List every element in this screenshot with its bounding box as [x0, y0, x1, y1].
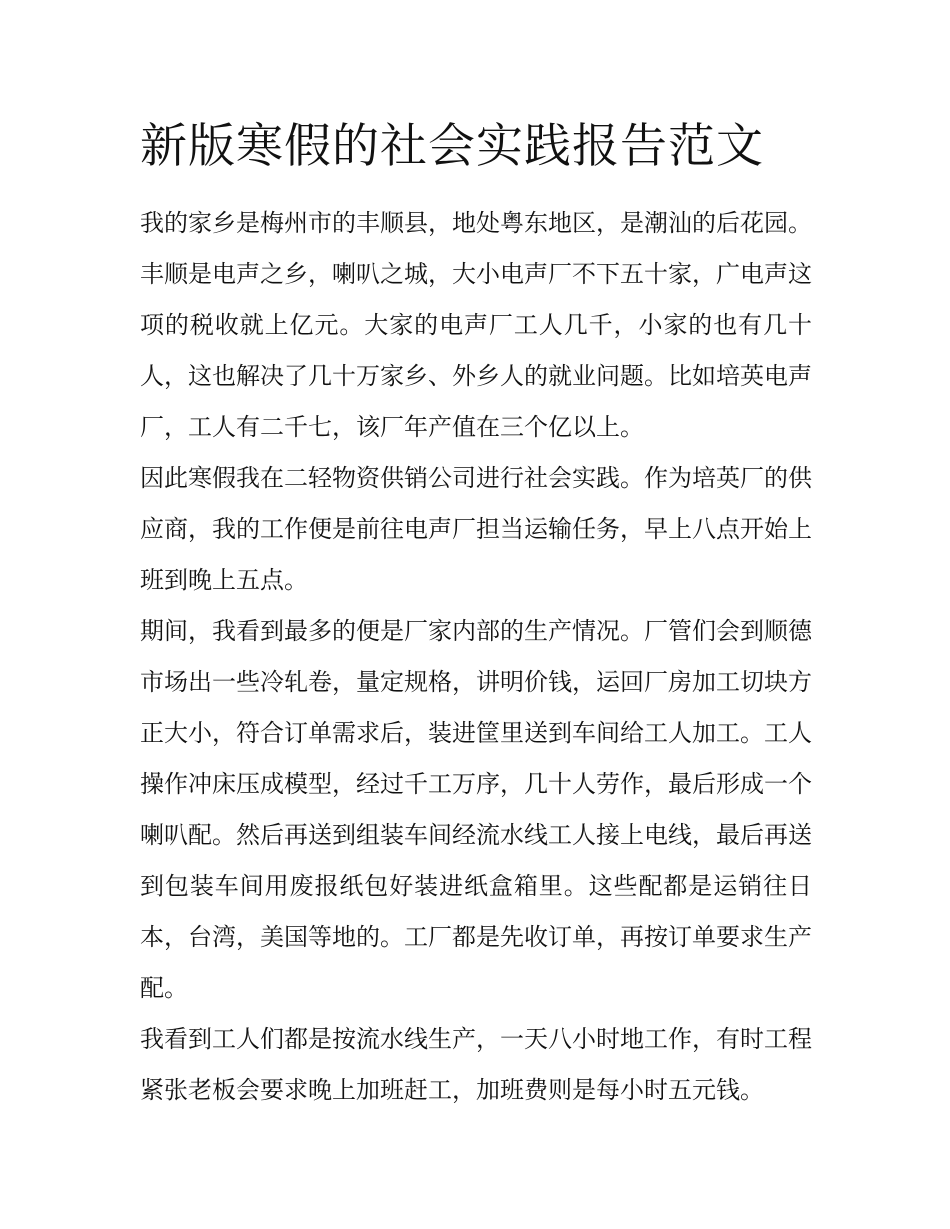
paragraph-2: 因此寒假我在二轻物资供销公司进行社会实践。作为培英厂的供应商，我的工作便是前往电声厂担当运输任务，早上八点开始上班到晚上五点。: [140, 464, 812, 594]
paragraph-4: 我看到工人们都是按流水线生产，一天八小时地工作，有时工程紧张老板会要求晚上加班赶工，加班费则是每小时五元钱。: [140, 1025, 812, 1104]
document-body: [140, 198, 812, 1116]
paragraph-3: 期间，我看到最多的便是厂家内部的生产情况。厂管们会到顺德市场出一些冷轧卷，量定规格，讲明价钱，运回厂房加工切块方正大小，符合订单需求后，装进筐里送到车间给工人加工。工人操作冲床压成模型，经过千工万序，几十人劳作，最后形成一个喇叭配。然后再送到组装车间经流水线工人接上电线，最后再送到包装车间用废报纸包好装进纸盒箱里。这些配都是运销往日本，台湾，美国等地的。工厂都是先收订单，再按订单要求生产配。: [140, 617, 812, 1002]
paragraph-1: 我的家乡是梅州市的丰顺县，地处粤东地区，是潮汕的后花园。丰顺是电声之乡，喇叭之城，大小电声厂不下五十家，广电声这项的税收就上亿元。大家的电声厂工人几千，小家的也有几十人，这也解决了几十万家乡、外乡人的就业问题。比如培英电声厂，工人有二千七，该厂年产值在三个亿以上。: [140, 209, 812, 441]
document-title: 新版寒假的社会实践报告范文: [140, 119, 764, 174]
